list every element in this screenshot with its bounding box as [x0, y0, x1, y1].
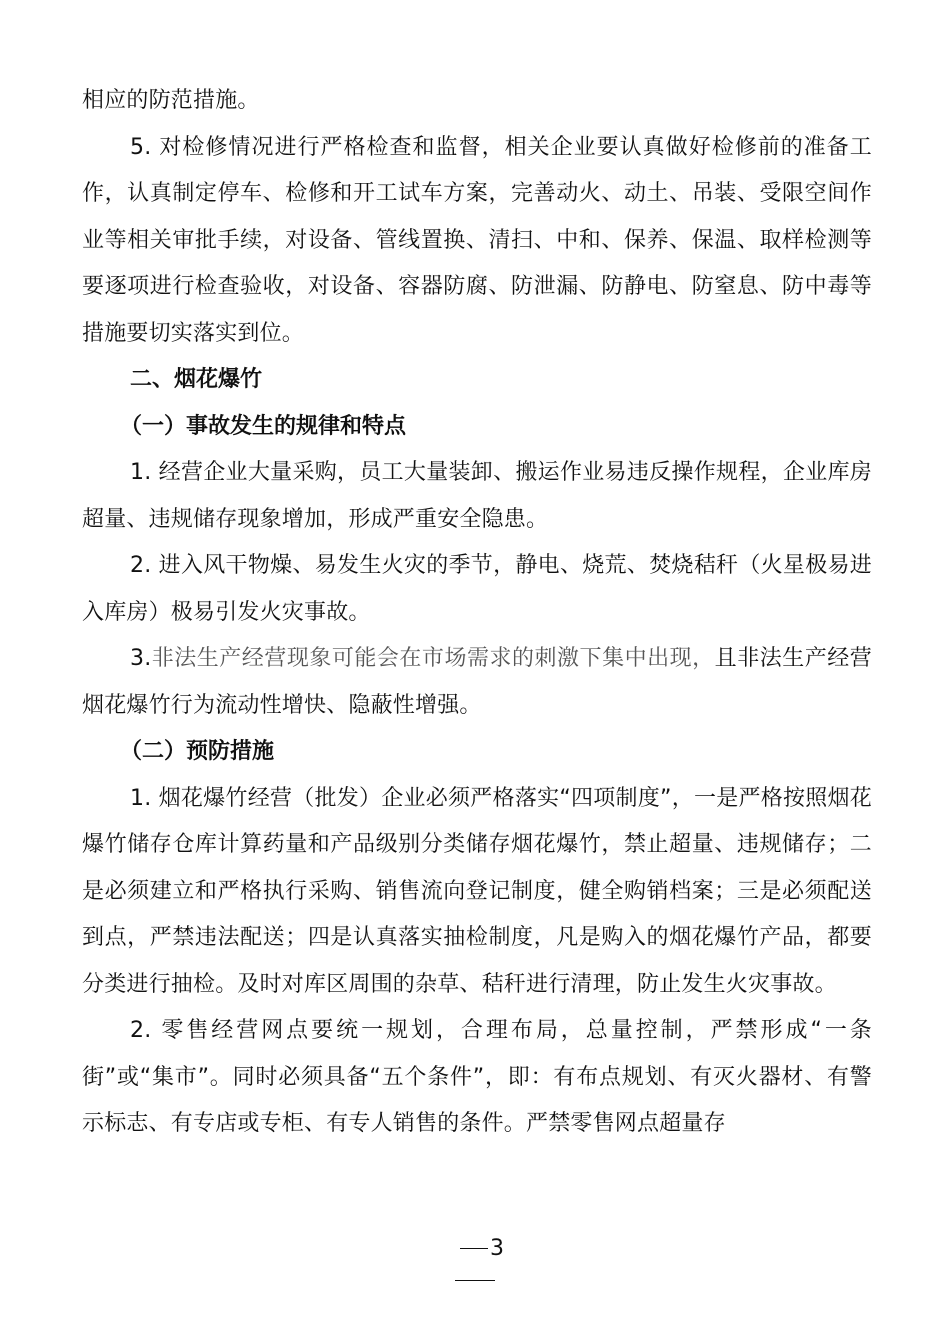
section-heading-fireworks: 二、烟花爆竹: [130, 367, 263, 392]
page-footer: [0, 1226, 950, 1281]
page-number: 3: [490, 1235, 504, 1261]
paragraph-pattern-3-number: 3.: [130, 646, 152, 671]
paragraph-pattern-2: 2. 进入风干物燥、易发生火灾的季节，静电、烧荒、焚烧秸秆（火星极易进入库房）极易引发火灾事故。: [82, 553, 872, 625]
paragraph-pattern-3-gray-text: 非法生产经营现象可能会在市场需求的刺激下集中出现，: [151, 646, 715, 671]
subsection-heading-prevention: （二）预防措施: [120, 739, 275, 764]
paragraph-pattern-3-rest: 且非法生产经营烟花爆竹行为流动性增快、隐蔽性增强。: [82, 646, 872, 718]
document-body: [82, 78, 872, 1148]
paragraph-pattern-1: 1. 经营企业大量采购，员工大量装卸、搬运作业易违反操作规程，企业库房超量、违规储存现象增加，形成严重安全隐患。: [82, 460, 872, 532]
paragraph-pattern-3: [82, 636, 872, 729]
page-number-line: [460, 1232, 504, 1266]
subsection-heading-accident-patterns: （一）事故发生的规律和特点: [120, 413, 407, 439]
paragraph-continuation: 相应的防范措施。: [82, 88, 260, 113]
page-number-dash: [460, 1248, 488, 1249]
page-footer-dash: [455, 1280, 495, 1281]
paragraph-prevention-1: 1. 烟花爆竹经营（批发）企业必须严格落实“四项制度”，一是严格按照烟花爆竹储存仓库计算药量和产品级别分类储存烟花爆竹，禁止超量、违规储存；二是必须建立和严格执行采购、销售流向登记制度，健全购销档案；三是必须配送到点，严禁违法配送；四是认真落实抽检制度，凡是购入的烟花爆竹产品，都要分类进行抽检。及时对库区周围的杂草、秸秆进行清理，防止发生火灾事故。: [82, 785, 872, 997]
paragraph-prevention-2: 2. 零售经营网点要统一规划，合理布局，总量控制，严禁形成“一条街”或“集市”。同时必须具备“五个条件”，即：有布点规划、有灭火器材、有警示标志、有专店或专柜、有专人销售的条件。严禁零售网点超量存: [82, 1018, 872, 1136]
paragraph-item-5: 5. 对检修情况进行严格检查和监督，相关企业要认真做好检修前的准备工作，认真制定停车、检修和开工试车方案，完善动火、动土、吊装、受限空间作业等相关审批手续，对设备、管线置换、清扫、中和、保养、保温、取样检测等要逐项进行检查验收，对设备、容器防腐、防泄漏、防静电、防窒息、防中毒等措施要切实落实到位。: [82, 134, 872, 346]
